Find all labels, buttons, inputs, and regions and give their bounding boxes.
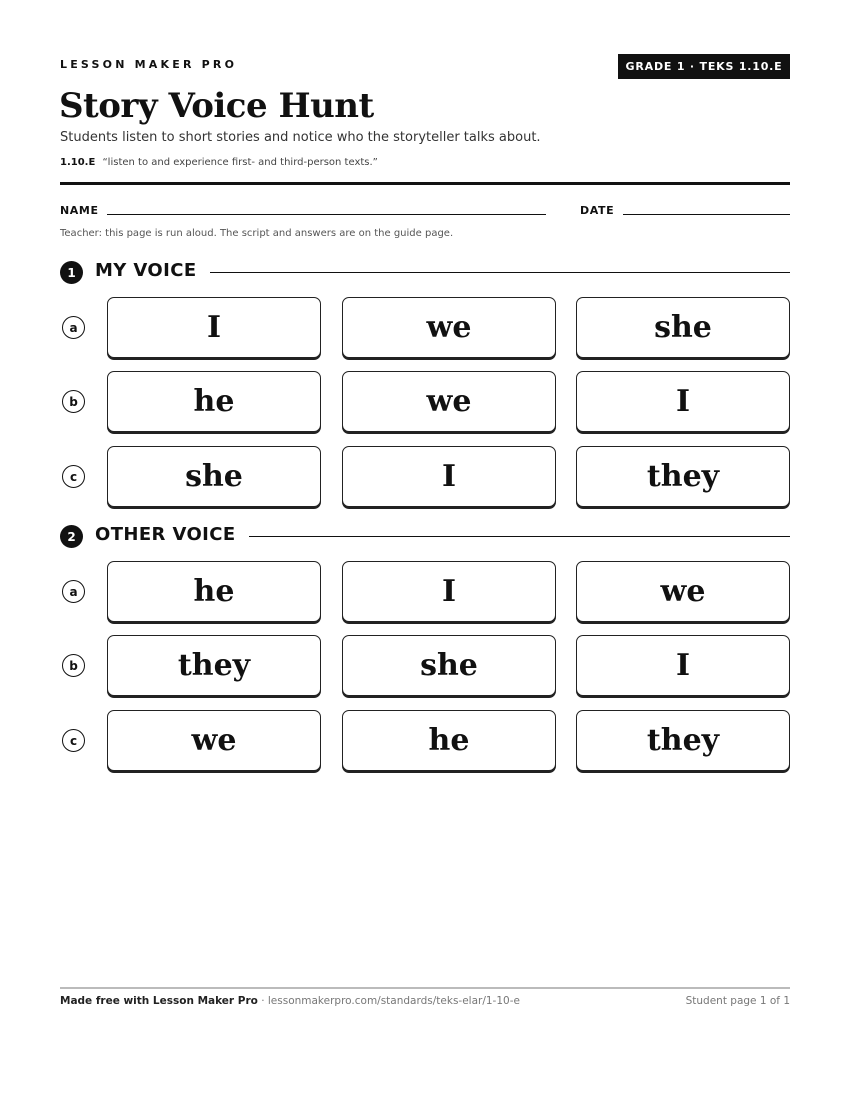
row-letter: c xyxy=(62,465,85,488)
choice-card[interactable]: they xyxy=(576,446,790,507)
brand-name: LESSON MAKER PRO xyxy=(60,58,238,71)
choice-card[interactable]: she xyxy=(107,446,321,507)
section-divider xyxy=(249,536,790,537)
name-label: NAME xyxy=(60,204,99,217)
page-subtitle: Students listen to short stories and notice who the storyteller talks about. xyxy=(60,130,541,145)
choice-card[interactable]: I xyxy=(576,635,790,696)
header-divider xyxy=(60,182,790,185)
date-field[interactable] xyxy=(623,214,790,215)
choice-card[interactable]: I xyxy=(342,446,556,507)
footer-credit xyxy=(60,995,520,1007)
footer-url[interactable]: · lessonmakerpro.com/standards/teks-elar/1-10-e xyxy=(257,995,520,1007)
name-field[interactable] xyxy=(107,214,546,215)
section-title: MY VOICE xyxy=(95,260,197,281)
section-divider xyxy=(210,272,790,273)
section-number-badge: 2 xyxy=(60,525,83,548)
choice-card[interactable]: he xyxy=(107,561,321,622)
choice-card[interactable]: they xyxy=(576,710,790,771)
row-letter: c xyxy=(62,729,85,752)
choice-card[interactable]: we xyxy=(342,371,556,432)
row-letter: b xyxy=(62,654,85,677)
footer-page-number: Student page 1 of 1 xyxy=(685,995,790,1007)
choice-card[interactable]: I xyxy=(342,561,556,622)
page-title: Story Voice Hunt xyxy=(59,86,374,126)
teacher-note: Teacher: this page is run aloud. The script and answers are on the guide page. xyxy=(60,228,454,239)
choice-card[interactable]: he xyxy=(107,371,321,432)
choice-card[interactable]: they xyxy=(107,635,321,696)
standard-line xyxy=(60,157,378,168)
grade-standard-badge: GRADE 1 · TEKS 1.10.E xyxy=(618,54,790,79)
choice-card[interactable]: we xyxy=(342,297,556,358)
choice-card[interactable]: I xyxy=(576,371,790,432)
choice-card[interactable]: she xyxy=(576,297,790,358)
choice-card[interactable]: she xyxy=(342,635,556,696)
choice-card[interactable]: I xyxy=(107,297,321,358)
row-letter: a xyxy=(62,316,85,339)
section-title: OTHER VOICE xyxy=(95,524,236,545)
choice-card[interactable]: he xyxy=(342,710,556,771)
row-letter: a xyxy=(62,580,85,603)
section-number-badge: 1 xyxy=(60,261,83,284)
standard-text: “listen to and experience first- and third-person texts.” xyxy=(102,157,378,168)
choice-card[interactable]: we xyxy=(576,561,790,622)
row-letter: b xyxy=(62,390,85,413)
footer-divider xyxy=(60,987,790,989)
standard-code: 1.10.E xyxy=(60,157,96,168)
footer-made-with: Made free with Lesson Maker Pro xyxy=(60,995,258,1007)
date-label: DATE xyxy=(580,204,615,217)
choice-card[interactable]: we xyxy=(107,710,321,771)
